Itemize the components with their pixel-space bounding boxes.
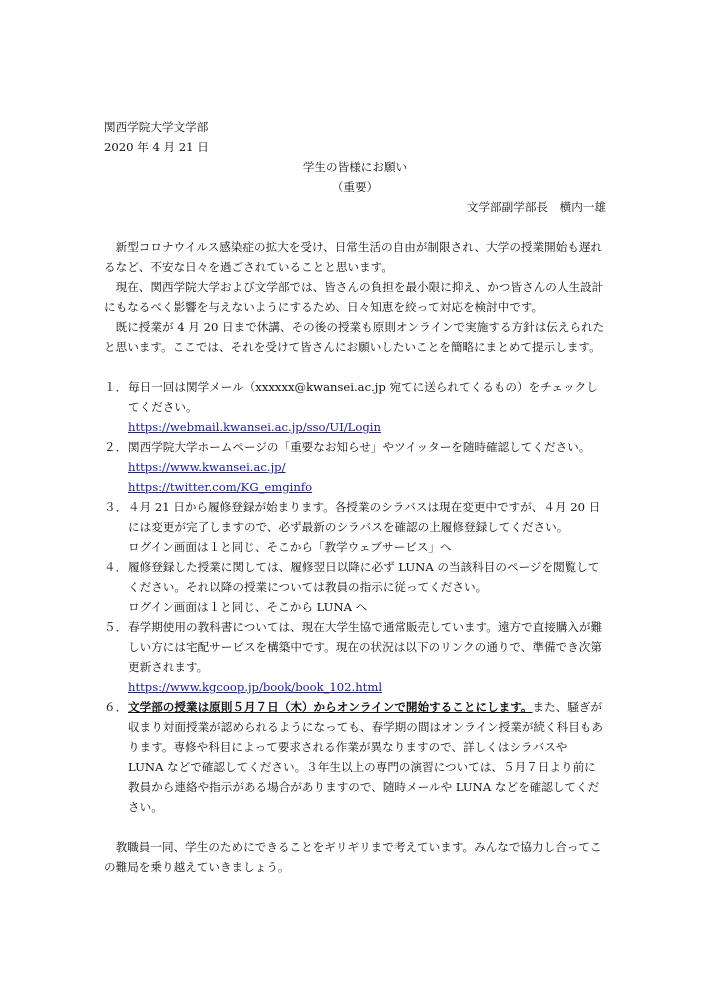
webmail-link[interactable]: https://webmail.kwansei.ac.jp/sso/UI/Login (128, 420, 381, 434)
item-text: 毎日一回は関学メール（xxxxxx@kwansei.ac.jp 宛てに送られてくるもの）をチェックしてください。 (128, 380, 598, 414)
intro-paragraph-1: 新型コロナウイルス感染症の拡大を受け、日常生活の自由が制限され、大学の授業開始も遅れるなど、不安な日々を過ごされていることと思います。 (104, 240, 603, 274)
item-number: ２． (104, 440, 128, 454)
spacer (104, 817, 606, 837)
intro-paragraph-3: 既に授業が 4 月 20 日まで休講、その後の授業も原則オンラインで実施する方針は伝えられたと思います。ここでは、それを受けて皆さんにお願いしたいことを簡略にまとめて提示します。 (104, 320, 605, 354)
item-number: ３． (104, 500, 128, 514)
item-text: また、騒ぎが収まり対面授業が認められるようになっても、春学期の間はオンライン授業が続く科目もあります。専修や科目によって要求される作業が異なりますので、詳しくはシラバスや LUNA などで確認してください。３年生以上の専門の演習については、５月７日より前に教員から連絡や指示がある場合がありますので、随時メールや LUNA などを確認してください。 (128, 700, 603, 814)
request-item-4 (104, 557, 606, 617)
document-date: 2020 年 4 月 21 日 (104, 140, 209, 154)
item-number: １． (104, 380, 128, 394)
item-note: ログイン画面は１と同じ、そこから「教学ウェブサービス」へ (128, 540, 452, 554)
request-item-2 (104, 437, 606, 497)
request-item-5 (104, 617, 606, 697)
textbook-link[interactable]: https://www.kgcoop.jp/book/book_102.html (128, 680, 383, 694)
item-number: ６． (104, 700, 128, 714)
homepage-link[interactable]: https://www.kwansei.ac.jp/ (128, 460, 286, 474)
item-text: ４月 21 日から履修登録が始まります。各授業のシラバスは現在変更中ですが、４月 20 日には変更が完了しますので、必ず最新のシラバスを確認の上履修登録してください。 (128, 500, 601, 534)
emphasis-text: 文学部の授業は原則５月７日（木）からオンラインで開始することにします。 (128, 700, 533, 714)
request-item-1 (104, 377, 606, 437)
request-item-6 (104, 697, 606, 817)
spacer (104, 217, 606, 237)
request-list (104, 377, 606, 817)
item-number: ４． (104, 560, 128, 574)
document-author: 文学部副学部長 横内一雄 (466, 200, 606, 214)
item-number: ５． (104, 620, 128, 634)
organization-name: 関西学院大学文学部 (104, 120, 209, 134)
spacer (104, 357, 606, 377)
document-body (104, 117, 606, 877)
item-text: 関西学院大学ホームページの「重要なお知らせ」やツイッターを随時確認してください。 (128, 440, 591, 454)
item-note: ログイン画面は１と同じ、そこから LUNA へ (128, 600, 368, 614)
twitter-link[interactable]: https://twitter.com/KG_emginfo (128, 480, 313, 494)
document-subtitle: （重要） (331, 180, 379, 194)
item-text: 春学期使用の教科書については、現在大学生協で通常販売しています。遠方で直接購入が難しい方には宅配サービスを構築中です。現在の状況は以下のリンクの通りで、準備でき次第更新されます。 (128, 620, 603, 674)
closing-paragraph: 教職員一同、学生のためにできることをギリギリまで考えています。みんなで協力し合ってこの難局を乗り越えていきましょう。 (104, 840, 602, 874)
request-item-3 (104, 497, 606, 557)
document-title: 学生の皆様にお願い (302, 160, 408, 174)
intro-paragraph-2: 現在、関西学院大学および文学部では、皆さんの負担を最小限に抑え、かつ皆さんの人生設計にもなるべく影響を与えないようにするため、日々知恵を絞って対応を検討中です。 (104, 280, 604, 314)
item-text: 履修登録した授業に関しては、履修翌日以降に必ず LUNA の当該科目のページを閲覧してください。それ以降の授業については教員の指示に従ってください。 (128, 560, 600, 594)
